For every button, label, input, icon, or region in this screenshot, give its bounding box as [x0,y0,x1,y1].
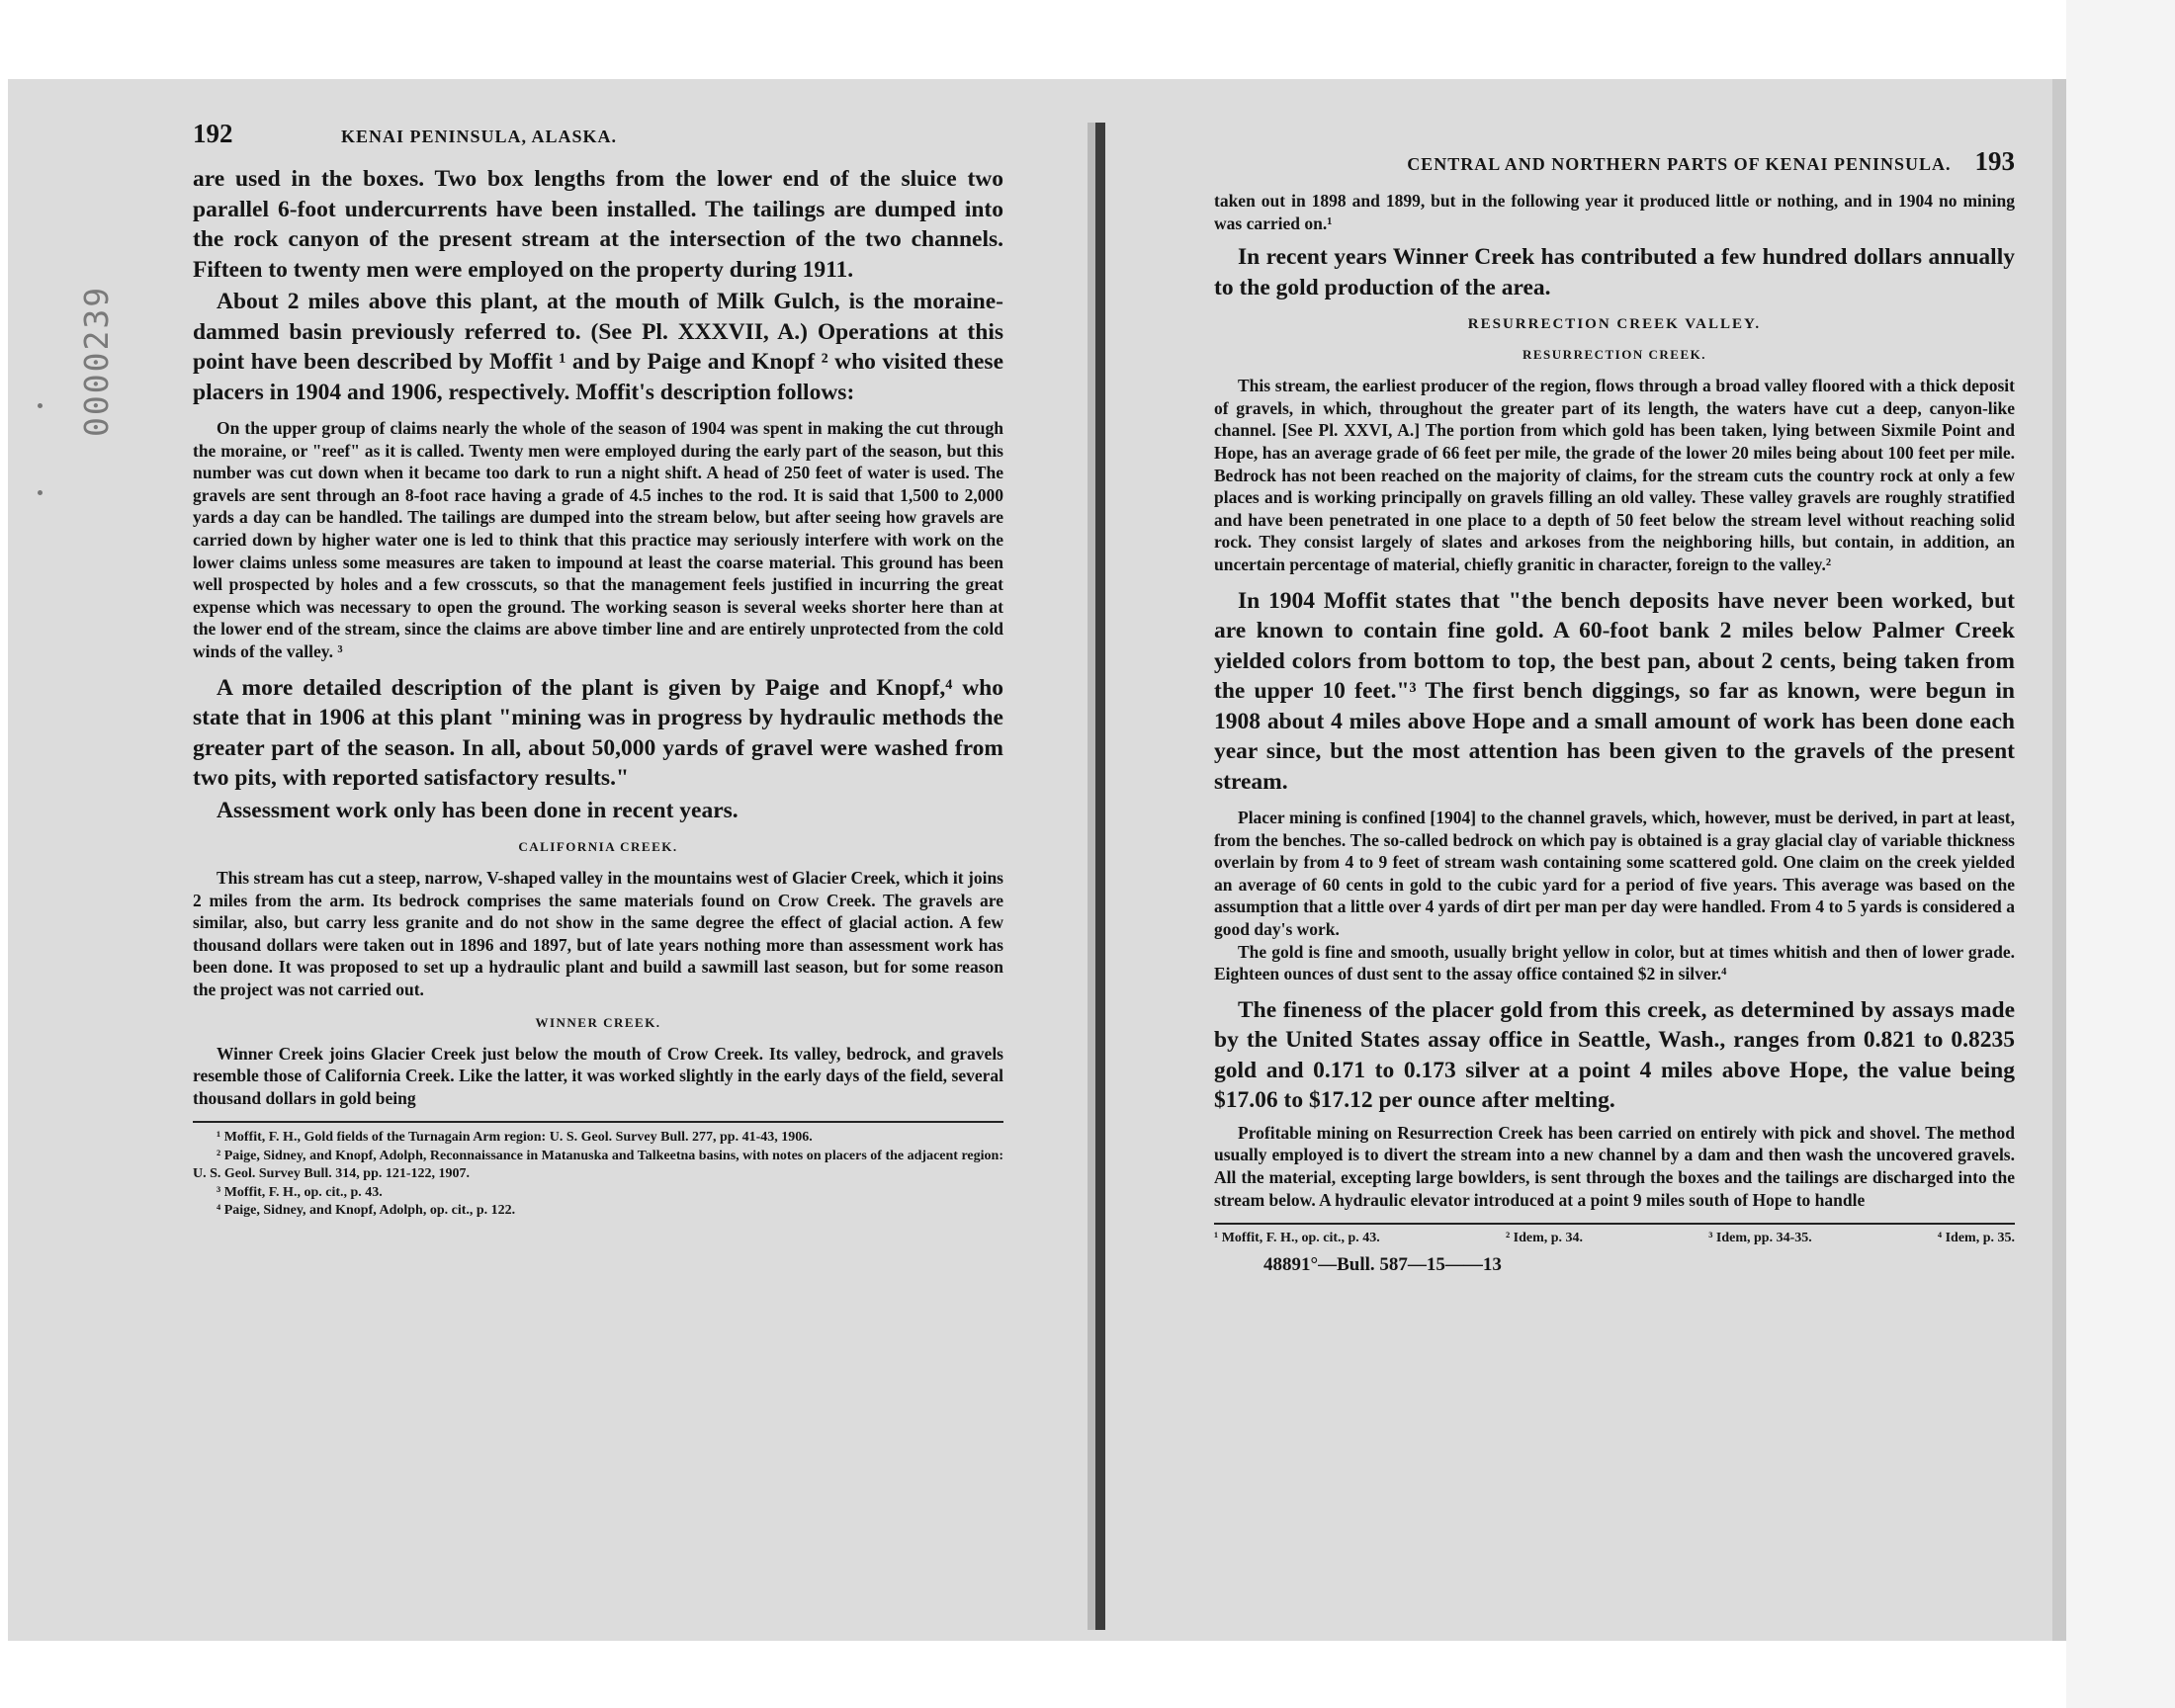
section-heading: WINNER CREEK. [535,1014,661,1030]
paragraph: Profitable mining on Resurrection Creek has been carried on entirely with pick and shovel. The method usually employed is to divert the stream into a new channel by a dam and then wash the uncovered gravels. All the material, excepting large bowlders, is sent through the boxes and the tailings are discharged into the stream below. A hydraulic elevator introduced at a point 9 miles south of Hope to handle [1214,1122,2015,1210]
running-title: KENAI PENINSULA, ALASKA. [341,127,618,146]
running-head [193,119,1003,158]
page-number: 192 [193,119,233,148]
footnote: ² Paige, Sidney, and Knopf, Adolph, Reconnaissance in Matanuska and Talkeetna basins, with notes on placers of the adjacent region: U. S. Geol. Survey Bull. 314, pp. 121-122, 1907. [193,1148,1003,1182]
scan-edge [2052,79,2066,1641]
scan-speck [38,403,43,408]
paragraph: In recent years Winner Creek has contributed a few hundred dollars annually to the gold production of the area. [1214,244,2015,300]
archive-stamp-number: 0000239 [77,285,116,437]
paragraph: The fineness of the placer gold from this creek, as determined by assays made by the United States assay office in Seattle, Wash., ranges from 0.821 to 0.8235 gold and 0.171 to 0.173 silver at a point 4 miles above Hope, the value being $17.06 to $17.12 per ounce after melting. [1214,996,2015,1114]
running-title: CENTRAL AND NORTHERN PARTS OF KENAI PENINSULA. [1407,154,1952,174]
left-page [193,119,1003,1581]
paragraph: Assessment work only has been done in recent years. [217,797,739,823]
section-heading: CALIFORNIA CREEK. [518,839,678,855]
paragraph: taken out in 1898 and 1899, but in the following year it produced little or nothing, and in 1904 no mining was carried on.¹ [1214,191,2015,233]
right-page [1214,146,2015,1609]
footnotes [193,1129,1003,1221]
block-quote: On the upper group of claims nearly the whole of the season of 1904 was spent in making the cut through the moraine, or "reef" as it is called. Twenty men were employed during the early part of the season, but this number was cut down when it became too dark to run a night shift. A head of 250 feet of water is used. The gravels are sent through an 8-foot race having a grade of 4.5 inches to the rod. It is said that 1,500 to 2,000 yards a day can be handled. The tailings are dumped into the stream below, but after seeing how gravels are carried down by higher water one is led to think that this practice may seriously interfere with work on the lower claims unless some measures are taken to impound at least the coarse material. This ground has been well prospected by holes and a few crosscuts, so that the management feels justified in incurring the great expense which was necessary to open the ground. The working season is several weeks shorter here than at the lower end of the stream, since the claims are above timber line and are entirely unprotected from the cold winds of the valley. ³ [193,418,1003,661]
block-quote: This stream, the earliest producer of the region, flows through a broad valley floored with a thick deposit of gravels, in which, throughout the greater part of its length, the waters have cut a deep, canyon-like channel. [See Pl. XXVI, A.] The portion from which gold has been taken, lying between Sixmile Point and Hope, has an average grade of 66 feet per mile, the grade of the lower 20 miles being about 100 feet per mile. Bedrock has not been reached on the majority of claims, for the stream cuts the country rock at only a few places and is working principally on gravels filling an old valley. These valley gravels are roughly stratified and have been penetrated in one place to a depth of 50 feet below the stream level without reaching solid rock. They consist largely of slates and arkoses from the neighboring hills, but contain, in addition, an uncertain percentage of material, chiefly granitic in character, foreign to the valley.² [1214,376,2015,574]
footnote-rule [193,1121,1003,1123]
paragraph: A more detailed description of the plant is given by Paige and Knopf,⁴ who state that in 1906 at this plant "mining was in progress by hydraulic methods the greater part of the season. In all, about 50,000 yards of gravel were washed from two pits, with reported satisfactory results." [193,674,1003,792]
block-quote: Placer mining is confined [1904] to the channel gravels, which, however, must be derived, in part at least, from the benches. The so-called bedrock on which pay is obtained is a gray glacial clay of variable thickness overlain by from 4 to 9 feet of stream wash containing some scattered gold. One claim on the creek yielded an average of 60 cents in gold to the cubic yard for a period of five years. This average was based on the assumption that a little over 4 yards of dirt per man per day were handled. From 4 to 5 yards is considered a good day's work. [1214,808,2015,939]
running-head [1214,146,2015,186]
paragraph: are used in the boxes. Two box lengths from the lower end of the sluice two parallel 6-foot undercurrents have been installed. The tailings are dumped into the rock canyon of the present stream at the intersection of the two channels. Fifteen to twenty men were employed on the property during 1911. [193,166,1003,283]
section-heading: RESURRECTION CREEK VALLEY. [1467,316,1762,333]
footnote: ¹ Moffit, F. H., op. cit., p. 43. [1214,1231,1380,1246]
margin-strip [2066,0,2175,1708]
scan-speck [38,490,43,495]
footnote: ⁴ Idem, p. 35. [1937,1231,2015,1246]
paragraph: About 2 miles above this plant, at the mouth of Milk Gulch, is the moraine-dammed basin previously referred to. (See Pl. XXXVII, A.) Operations at this point have been described by Moffit ¹ and by Paige and Knopf ² who visited these placers in 1904 and 1906, respectively. Moffit's description follows: [193,289,1003,405]
page-number: 193 [1974,146,2015,176]
book-gutter [1095,123,1105,1630]
footnote: ⁴ Paige, Sidney, and Knopf, Adolph, op. cit., p. 122. [217,1203,516,1219]
footnote: ³ Idem, pp. 34-35. [1708,1231,1812,1246]
paragraph: This stream has cut a steep, narrow, V-shaped valley in the mountains west of Glacier Creek, which it joins 2 miles from the arm. Its bedrock comprises the same materials found on Crow Creek. The gravels are similar, also, but carry less granite and do not show in the same degree the effect of glacial action. A few thousand dollars were taken out in 1896 and 1897, but of late years nothing more than assessment work has been done. It was proposed to set up a hydraulic plant and build a sawmill last season, but for some reason the project was not carried out. [193,868,1003,999]
block-quote: The gold is fine and smooth, usually bright yellow in color, but at times whitish and then of lower grade. Eighteen ounces of dust sent to the assay office contained $2 in silver.⁴ [1214,941,2015,984]
gutter-shadow [1088,123,1095,1630]
footnote-rule [1214,1223,2015,1225]
subsection-heading: RESURRECTION CREEK. [1522,347,1706,363]
footnote: ² Idem, p. 34. [1505,1231,1584,1246]
paragraph: In 1904 Moffit states that "the bench deposits have never been worked, but are known to contain fine gold. A 60-foot bank 2 miles below Palmer Creek yielded colors from bottom to top, the best pan, about 2 cents, being taken from the upper 10 feet."³ The first bench diggings, so far as known, were begun in 1908 about 4 miles above Hope and a small amount of work has been done each year since, but the most attention has been given to the gravels of the present stream. [1214,587,2015,795]
footnotes [1214,1231,2015,1246]
signature-line: 48891°—Bull. 587—15——13 [1263,1254,1502,1276]
footnote: ¹ Moffit, F. H., Gold fields of the Turnagain Arm region: U. S. Geol. Survey Bull. 277, pp. 41-43, 1906. [217,1130,813,1146]
paragraph: Winner Creek joins Glacier Creek just below the mouth of Crow Creek. Its valley, bedrock, and gravels resemble those of California Creek. Like the latter, it was worked slightly in the early days of the field, several thousand dollars in gold being [193,1043,1003,1108]
footnote: ³ Moffit, F. H., op. cit., p. 43. [217,1184,383,1200]
